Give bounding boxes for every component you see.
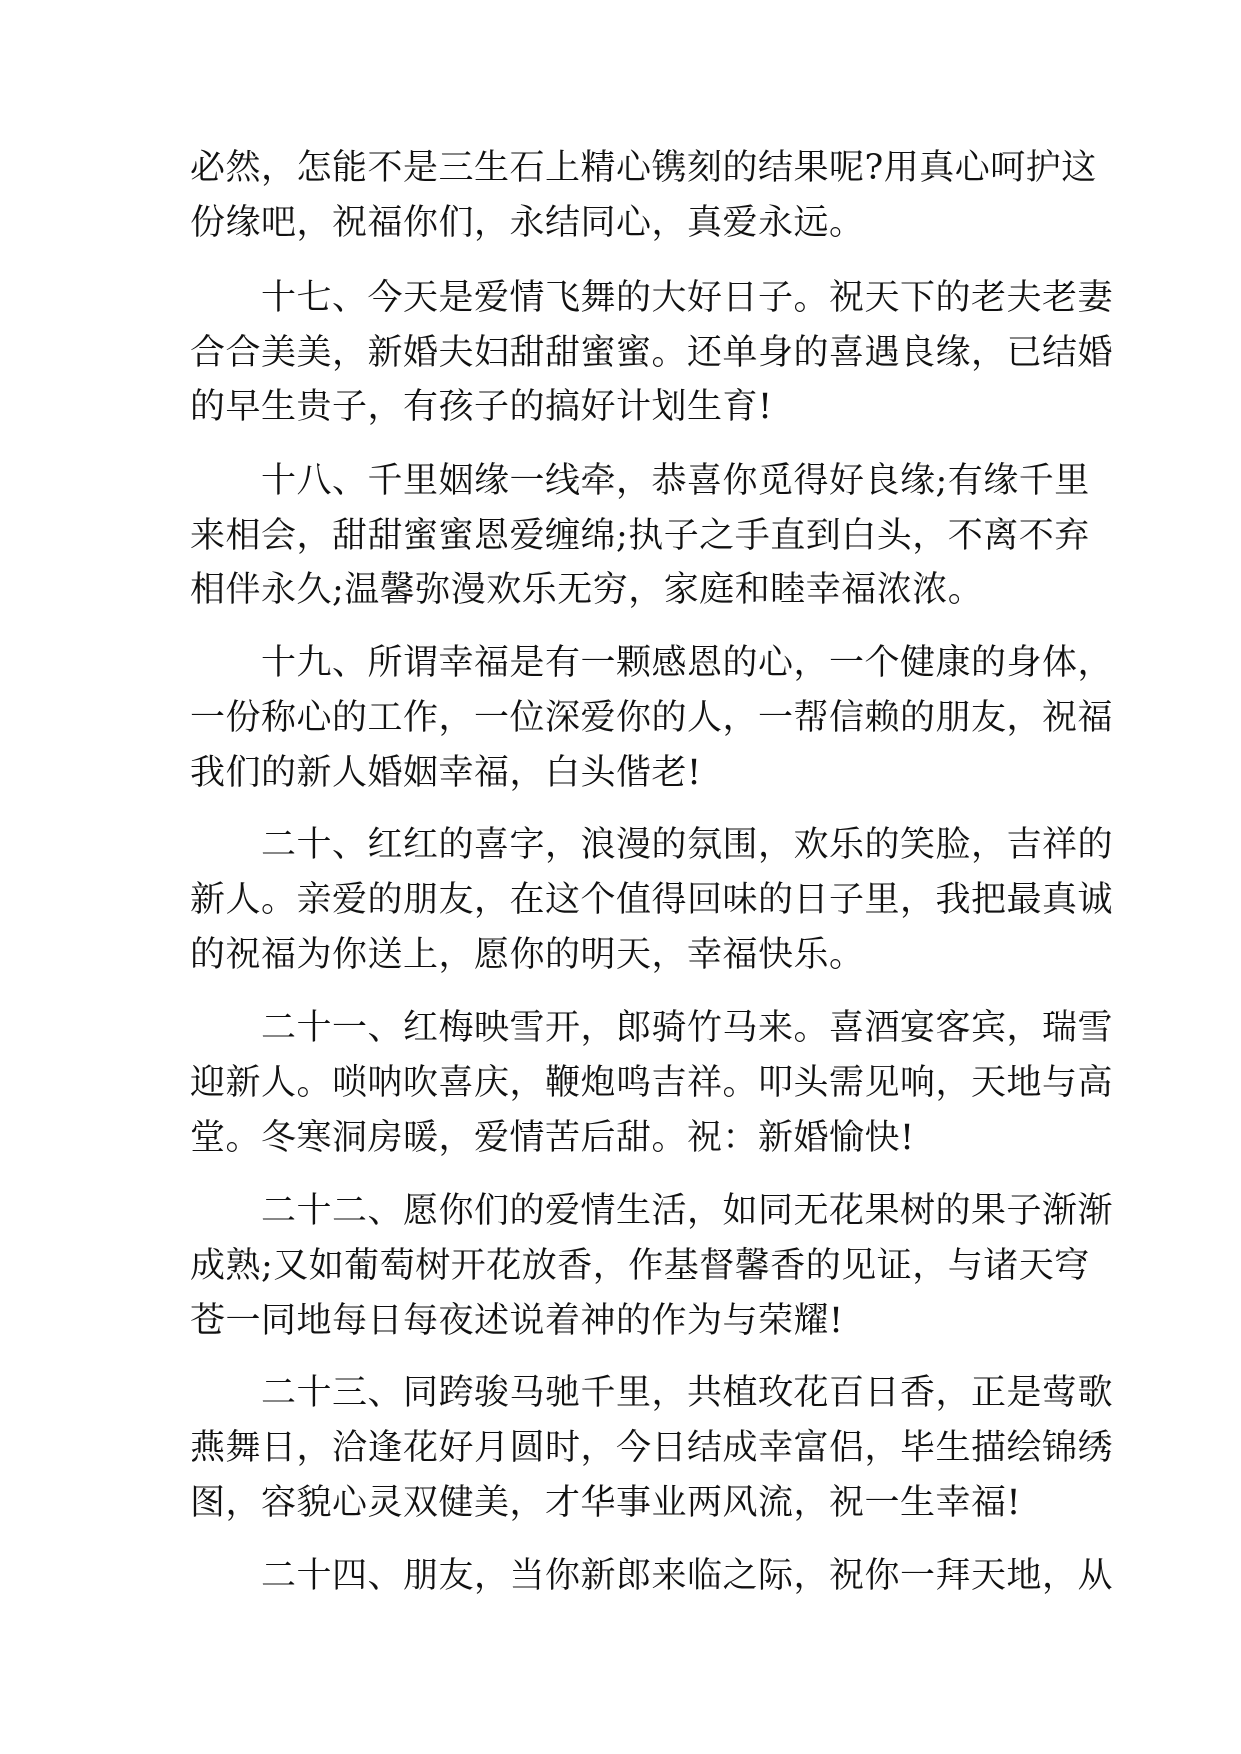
text-line: 迎新人。唢呐吹喜庆，鞭炮鸣吉祥。叩头需见响，天地与高	[190, 1063, 1114, 1103]
text-line: 来相会，甜甜蜜蜜恩爱缠绵;执子之手直到白头，不离不弃	[190, 516, 1090, 556]
text-line: 的祝福为你送上，愿你的明天，幸福快乐。	[190, 935, 865, 975]
text-line: 二十、红红的喜字，浪漫的氛围，欢乐的笑脸，吉祥的	[190, 825, 1114, 865]
text-line: 二十一、红梅映雪开，郎骑竹马来。喜酒宴客宾，瑞雪	[190, 1008, 1114, 1048]
text-line: 图，容貌心灵双健美，才华事业两风流，祝一生幸福!	[190, 1483, 1022, 1523]
text-line: 二十四、朋友，当你新郎来临之际，祝你一拜天地，从	[190, 1556, 1114, 1596]
text-line: 二十二、愿你们的爱情生活，如同无花果树的果子渐渐	[190, 1191, 1114, 1231]
text-line: 苍一同地每日每夜述说着神的作为与荣耀!	[190, 1301, 844, 1341]
text-line: 的早生贵子，有孩子的搞好计划生育!	[190, 387, 773, 427]
text-line: 合合美美，新婚夫妇甜甜蜜蜜。还单身的喜遇良缘，已结婚	[190, 333, 1114, 373]
text-line: 相伴永久;温馨弥漫欢乐无穷，家庭和睦幸福浓浓。	[190, 570, 984, 610]
text-line: 十八、千里姻缘一线牵，恭喜你觅得好良缘;有缘千里	[190, 461, 1090, 501]
text-line: 成熟;又如葡萄树开花放香，作基督馨香的见证，与诸天穹	[190, 1246, 1090, 1286]
text-line: 十七、今天是爱情飞舞的大好日子。祝天下的老夫老妻	[190, 278, 1114, 318]
text-line: 必然，怎能不是三生石上精心镌刻的结果呢?用真心呵护这	[190, 148, 1097, 188]
text-line: 十九、所谓幸福是有一颗感恩的心，一个健康的身体，	[190, 643, 1114, 683]
text-line: 份缘吧，祝福你们，永结同心，真爱永远。	[190, 203, 865, 243]
text-line: 堂。冬寒洞房暖，爱情苦后甜。祝：新婚愉快!	[190, 1118, 915, 1158]
text-line: 燕舞日，洽逢花好月圆时，今日结成幸富侣，毕生描绘锦绣	[190, 1428, 1114, 1468]
text-line: 一份称心的工作，一位深爱你的人，一帮信赖的朋友，祝福	[190, 698, 1114, 738]
text-line: 二十三、同跨骏马驰千里，共植玫花百日香，正是莺歌	[190, 1373, 1114, 1413]
text-line: 新人。亲爱的朋友，在这个值得回味的日子里，我把最真诚	[190, 880, 1114, 920]
text-line: 我们的新人婚姻幸福，白头偕老!	[190, 753, 702, 793]
